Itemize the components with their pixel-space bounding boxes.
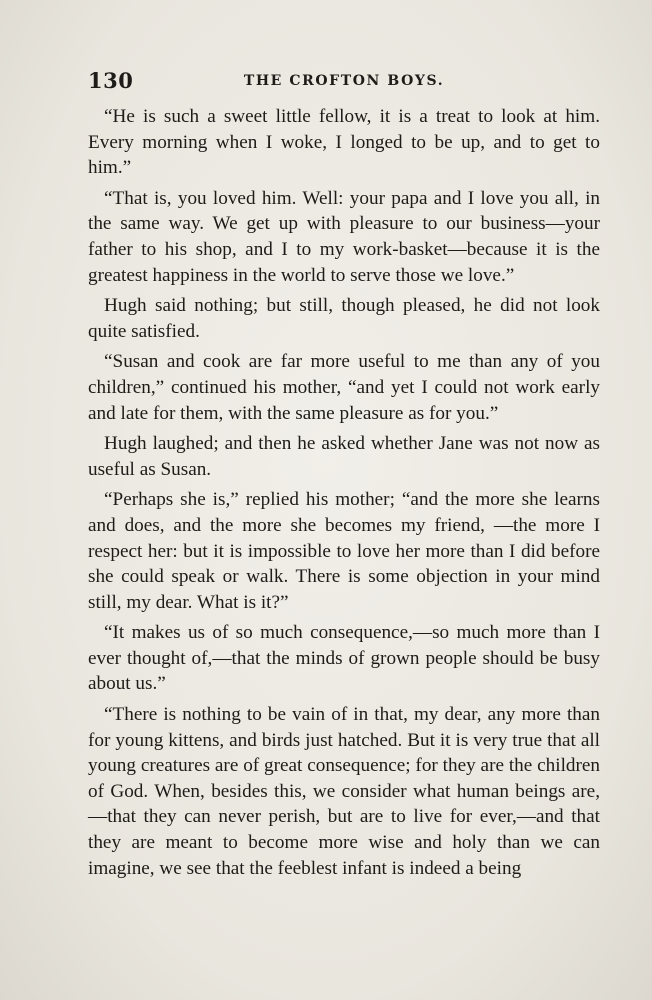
paragraph: Hugh laughed; and then he asked whether Jane was not now as useful as Susan. <box>88 433 600 480</box>
paragraph: “He is such a sweet little fellow, it is a treat to look at him. Every morning when I woke, I longed to be up, and to get to him.” <box>88 106 600 179</box>
running-head: THE CROFTON BOYS. <box>243 73 445 89</box>
page-header <box>88 68 600 98</box>
paragraph: “Susan and cook are far more useful to me than any of you children,” continued his mother, “and yet I could not work early and late for them, with the same pleasure as for you.” <box>88 351 600 424</box>
paragraph: “It makes us of so much consequence,—so much more than I ever thought of,—that the minds of grown people should be busy about us.” <box>88 622 600 695</box>
body-text <box>88 104 600 886</box>
paragraph: “There is nothing to be vain of in that, my dear, any more than for young kittens, and birds just hatched. But it is very true that all young creatures are of great consequence; for they are the children of God. When, besides this, we consider what human beings are,—that they can never perish, but are to live for ever,—and that they are meant to become more wise and holy than we can imagine, we see that the feeblest infant is indeed a being <box>88 704 600 879</box>
page-number: 130 <box>88 68 134 93</box>
paragraph: Hugh said nothing; but still, though pleased, he did not look quite satisfied. <box>88 295 600 342</box>
paragraph: “Perhaps she is,” replied his mother; “and the more she learns and does, and the more she becomes my friend, —the more I respect her: but it is impossible to love her more than I did before she could speak or walk. There is some objection in your mind still, my dear. What is it?” <box>88 489 600 613</box>
paragraph: “That is, you loved him. Well: your papa and I love you all, in the same way. We get up with pleasure to our business—your father to his shop, and I to my work-basket—because it is the greatest happiness in the world to serve those we love.” <box>88 187 600 286</box>
